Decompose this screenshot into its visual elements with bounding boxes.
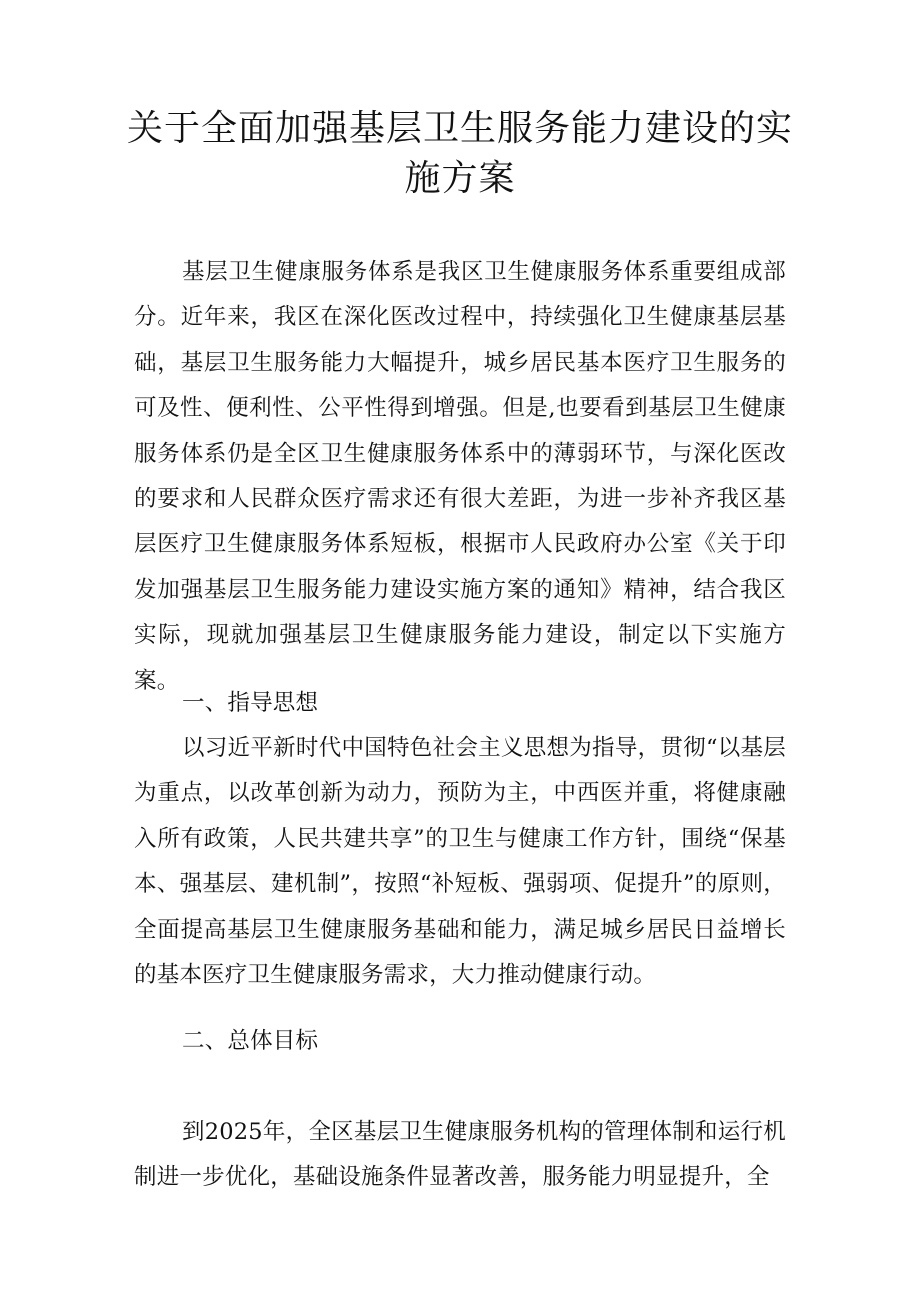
- guiding-ideology-paragraph: 以习近平新时代中国特色社会主义思想为指导，贯彻“以基层为重点，以改革创新为动力，预防为主，中西医并重，将健康融入所有政策，人民共建共享”的卫生与健康工作方针，围绕“保基本、强基层、建机制”，按照“补短板、强弱项、促提升”的原则，全面提高基层卫生健康服务基础和能力，满足城乡居民日益增长的基本医疗卫生健康服务需求，大力推动健康行动。: [134, 735, 786, 989]
- overall-goals-paragraph: 到2025年，全区基层卫生健康服务机构的管理体制和运行机制进一步优化，基础设施条件显著改善，服务能力明显提升，全: [134, 1119, 786, 1191]
- section-heading-guiding-ideology: 一、指导思想: [182, 690, 319, 716]
- document-title: 关于全面加强基层卫生服务能力建设的实施方案: [126, 108, 793, 199]
- section-heading-overall-goals: 二、总体目标: [182, 1028, 319, 1054]
- intro-paragraph: 基层卫生健康服务体系是我区卫生健康服务体系重要组成部分。近年来，我区在深化医改过程中，持续强化卫生健康基层基础，基层卫生服务能力大幅提升，城乡居民基本医疗卫生服务的可及性、便利性、公平性得到增强。但是,也要看到基层卫生健康服务体系仍是全区卫生健康服务体系中的薄弱环节，与深化医改的要求和人民群众医疗需求还有很大差距，为进一步补齐我区基层医疗卫生健康服务体系短板，根据市人民政府办公室《关于印发加强基层卫生服务能力建设实施方案的通知》精神，结合我区实际，现就加强基层卫生健康服务能力建设，制定以下实施方案。: [134, 259, 786, 694]
